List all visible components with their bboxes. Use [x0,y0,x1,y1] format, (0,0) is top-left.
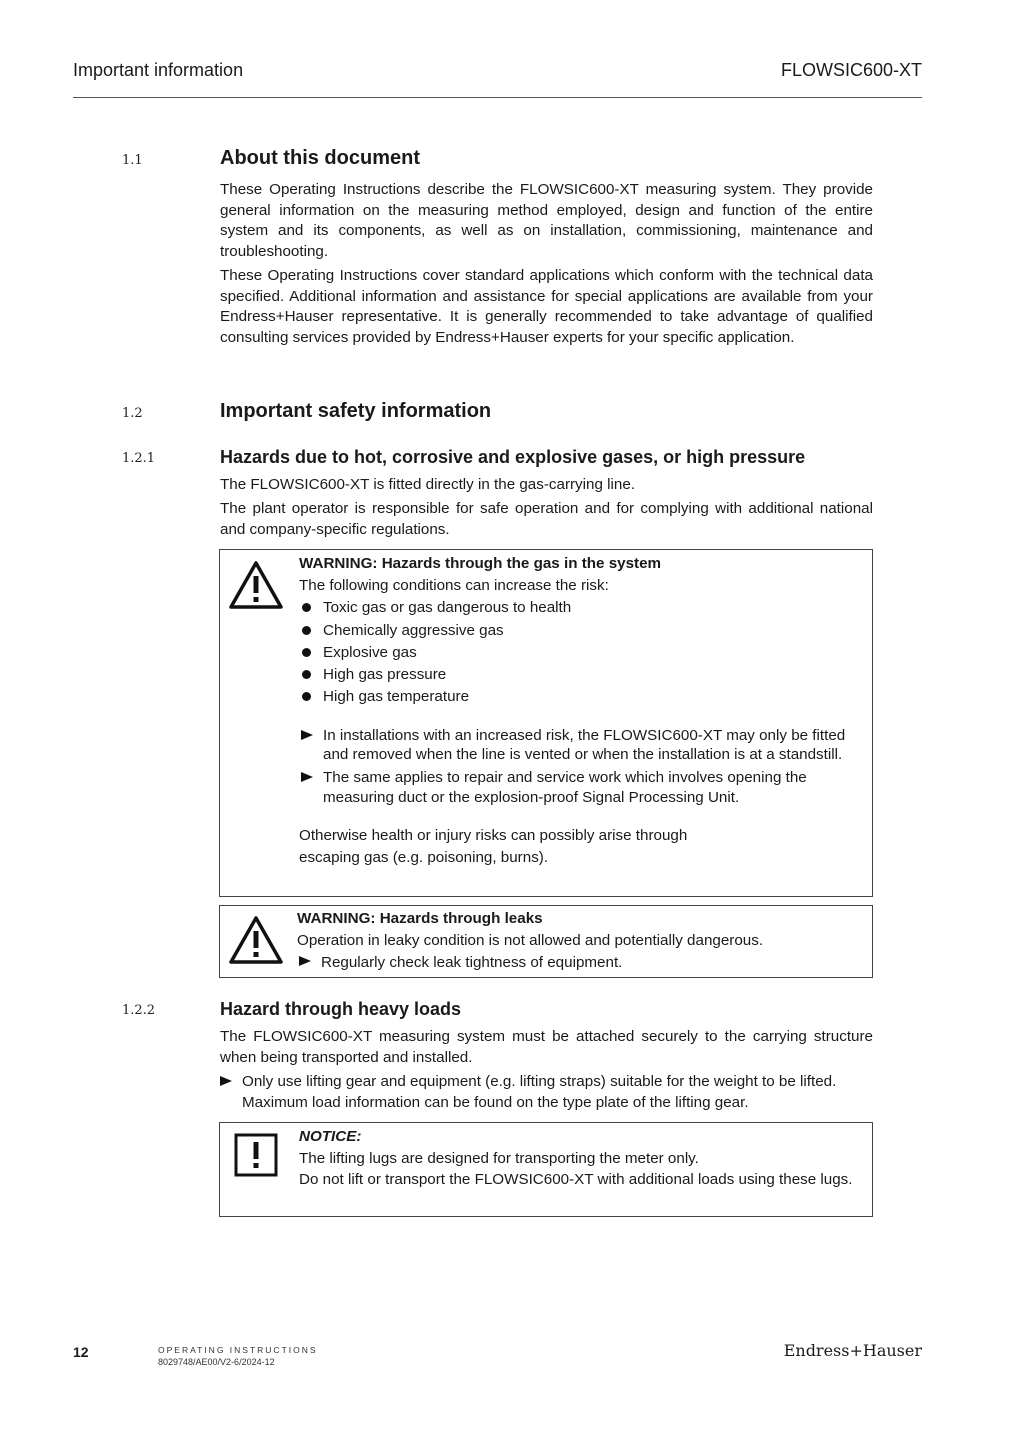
header-divider [73,97,922,98]
warning-outro: escaping gas (e.g. poisoning, burns). [299,849,549,867]
paragraph: The FLOWSIC600-XT measuring system must be attached securely to the carrying structure when being transported and installed. [220,1028,873,1066]
list-item: High gas pressure [299,664,860,686]
notice-text: The lifting lugs are designed for transporting the meter only. [299,1150,699,1167]
paragraph: These Operating Instructions describe the FLOWSIC600-XT measuring system. They provide general information on the measuring method employed, design and function of the entire system and its components, as well as on installation, commissioning, maintenance and troubleshooting. [220,181,873,261]
notice-content [299,1126,860,1190]
notice-box [219,1122,873,1217]
notice-title: NOTICE: [299,1128,362,1145]
warning-box-leaks [219,905,873,978]
notice-text: Do not lift or transport the FLOWSIC600-XT with additional loads using these lugs. [299,1171,853,1189]
action-item: Regularly check leak tightness of equipment. [297,952,860,974]
warning-title: WARNING: Hazards through leaks [297,910,543,927]
page-number: 12 [73,1344,89,1360]
section-number: 1.1 [122,153,143,168]
list-item: Toxic gas or gas dangerous to health [299,597,860,619]
subsection-title: Hazard through heavy loads [220,999,462,1019]
paragraph: The plant operator is responsible for safe operation and for complying with additional national and company-specific regulations. [220,500,873,538]
notice-exclamation-icon [234,1133,278,1177]
running-header-product: FLOWSIC600-XT [780,60,922,80]
section-title: Important safety information [220,400,492,422]
warning-content [297,908,860,974]
action-item: Only use lifting gear and equipment (e.g. lifting straps) suitable for the weight to be lifted. Maximum load information can be found on the type plate of the lifting gear. [218,1072,873,1113]
list-item: Chemically aggressive gas [299,620,860,642]
list-item: High gas temperature [299,686,860,708]
warning-text: Operation in leaky condition is not allowed and potentially dangerous. [297,932,764,949]
warning-intro: The following conditions can increase the risk: [299,577,609,594]
action-item: The same applies to repair and service work which involves opening the measuring duct or the explosion-proof Signal Processing Unit. [299,768,860,807]
subsection-number: 1.2.1 [122,451,156,466]
paragraph: These Operating Instructions cover standard applications which conform with the technical data specified. Additional information and assistance for special applications are available from your Endress+Hauser representative. It is generally recommended to take advantage of qualified consulting services provided by Endress+Hauser experts for your specific application. [220,267,873,347]
warning-box-gas [219,549,873,897]
warning-title: WARNING: Hazards through the gas in the system [299,555,662,572]
section-number: 1.2 [122,406,143,421]
warning-triangle-icon [228,915,284,965]
action-list [299,726,860,807]
section-title: About this document [220,147,420,169]
paragraph: The FLOWSIC600-XT is fitted directly in the gas-carrying line. [220,476,636,493]
risk-list [299,597,860,708]
action-list [297,952,860,974]
subsection-title: Hazards due to hot, corrosive and explosive gases, or high pressure [220,447,806,467]
action-list [218,1072,873,1113]
warning-triangle-icon [228,560,284,610]
action-item: In installations with an increased risk, the FLOWSIC600-XT may only be fitted and removed when the line is vented or when the installation is at a standstill. [299,726,860,765]
brand-logo-text: Endress+Hauser [783,1341,922,1360]
subsection-number: 1.2.2 [122,1003,156,1018]
footer-doc-code: 8029748/AE00/V2-6/2024-12 [158,1357,275,1367]
footer-doc-type: OPERATING INSTRUCTIONS [158,1345,318,1355]
warning-content [299,553,860,870]
warning-outro: Otherwise health or injury risks can possibly arise through [299,827,688,845]
list-item: Explosive gas [299,642,860,664]
running-header-section: Important information [73,60,244,80]
